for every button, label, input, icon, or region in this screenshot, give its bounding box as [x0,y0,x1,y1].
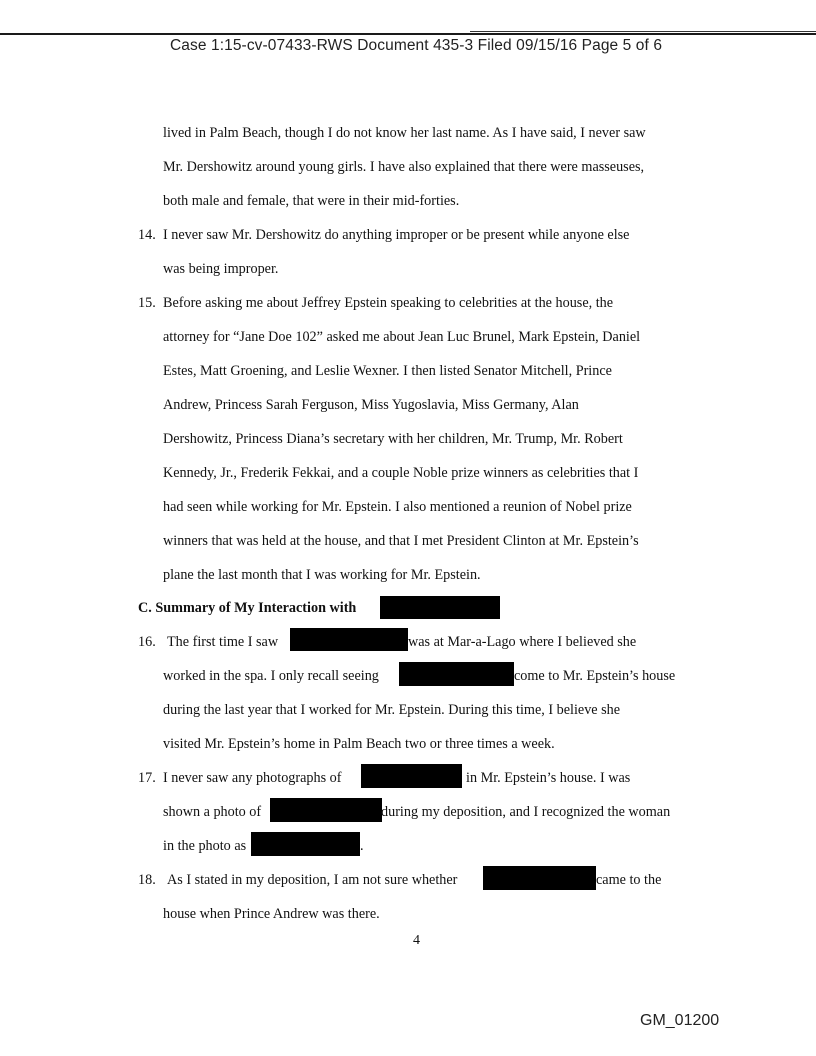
paragraph-15-line-2: attorney for “Jane Doe 102” asked me about Jean Luc Brunel, Mark Epstein, Daniel [163,329,641,345]
paragraph-17-line-1b: in Mr. Epstein’s house. I was [466,770,631,786]
paragraph-15-line-5: Dershowitz, Princess Diana’s secretary with her children, Mr. Trump, Mr. Robert [163,431,623,447]
paragraph-15-number: 15. [138,295,156,311]
section-c-heading: C. Summary of My Interaction with [138,600,357,616]
continuation-line-1: lived in Palm Beach, though I do not know her last name. As I have said, I never saw [163,125,646,141]
paragraph-18-line-1b: came to the [596,872,662,888]
case-header: Case 1:15-cv-07433-RWS Document 435-3 Filed 09/15/16 Page 5 of 6 [170,37,663,54]
continuation-line-3: both male and female, that were in their mid-forties. [163,193,460,209]
paragraph-18-line-1a: As I stated in my deposition, I am not sure whether [167,872,458,888]
paragraph-16-line-2b: come to Mr. Epstein’s house [514,668,676,684]
paragraph-18-number: 18. [138,872,156,888]
paragraph-14-line-2: was being improper. [163,261,279,277]
redaction-box [483,866,596,890]
paragraph-18-line-2: house when Prince Andrew was there. [163,906,380,922]
header-rule-accent [470,31,816,32]
paragraph-14-number: 14. [138,227,156,243]
paragraph-17-line-2a: shown a photo of [163,804,262,820]
paragraph-16-line-4: visited Mr. Epstein’s home in Palm Beach two or three times a week. [163,736,555,752]
redaction-box [290,628,408,651]
paragraph-17-line-3b: . [360,838,364,854]
paragraph-14-line-1: I never saw Mr. Dershowitz do anything improper or be present while anyone else [163,227,630,243]
redaction-box [380,596,500,619]
paragraph-16-line-1b: was at Mar-a-Lago where I believed she [408,634,637,650]
continuation-line-2: Mr. Dershowitz around young girls. I have also explained that there were masseuses, [163,159,645,175]
paragraph-17-line-2b: during my deposition, and I recognized the woman [381,804,671,820]
paragraph-15-line-9: plane the last month that I was working for Mr. Epstein. [163,567,481,583]
redaction-box [251,832,360,856]
paragraph-17-line-3a: in the photo as [163,838,247,854]
paragraph-15-line-3: Estes, Matt Groening, and Leslie Wexner. I then listed Senator Mitchell, Prince [163,363,612,379]
redaction-box [361,764,462,788]
redaction-box [270,798,382,822]
paragraph-15-line-4: Andrew, Princess Sarah Ferguson, Miss Yugoslavia, Miss Germany, Alan [163,397,579,413]
paragraph-15-line-1: Before asking me about Jeffrey Epstein speaking to celebrities at the house, the [163,295,614,311]
paragraph-16-line-2a: worked in the spa. I only recall seeing [163,668,379,684]
header-rule [0,33,816,35]
bates-number: GM_01200 [640,1012,720,1029]
paragraph-15-line-6: Kennedy, Jr., Frederik Fekkai, and a couple Noble prize winners as celebrities that I [163,465,639,481]
paragraph-16-number: 16. [138,634,156,650]
page-number: 4 [413,933,420,948]
paragraph-16-line-3: during the last year that I worked for Mr. Epstein. During this time, I believe she [163,702,621,718]
paragraph-15-line-8: winners that was held at the house, and that I met President Clinton at Mr. Epstein’s [163,533,639,549]
paragraph-15-line-7: had seen while working for Mr. Epstein. I also mentioned a reunion of Nobel prize [163,499,632,515]
paragraph-16-line-1a: The first time I saw [167,634,279,650]
paragraph-17-line-1a: I never saw any photographs of [163,770,342,786]
redaction-box [399,662,514,686]
paragraph-17-number: 17. [138,770,156,786]
